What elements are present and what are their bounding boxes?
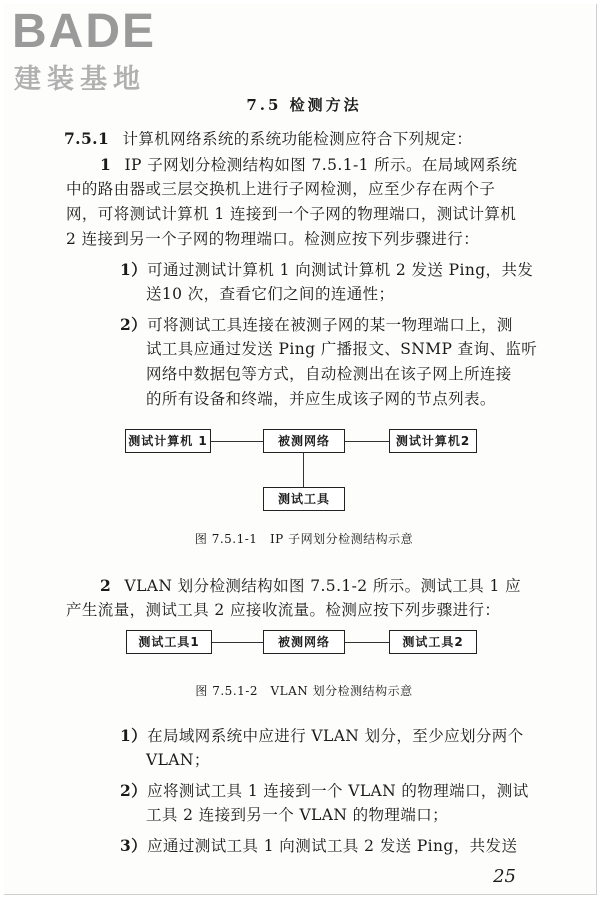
connector-line xyxy=(209,441,263,442)
item1-step2-line-1: 2）可将测试工具连接在被测子网的某一物理端口上，测 xyxy=(120,315,513,334)
item2-line-2: 产生流量，测试工具 2 应接收流量。检测应按下列步骤进行： xyxy=(66,601,501,619)
clause-number: 7.5.1 xyxy=(64,129,110,148)
item1-step2-line-2: 试工具应通过发送 Ping 广播报文、SNMP 查询、监听 xyxy=(146,340,538,358)
item1-step2-line-4: 的所有设备和终端，并应生成该子网的节点列表。 xyxy=(146,390,496,408)
item1-line-1: 1 IP 子网划分检测结构如图 7.5.1-1 所示。在局域网系统 xyxy=(100,155,518,174)
node-test-computer-1: 测试计算机 1 xyxy=(125,429,211,453)
node-test-computer-2: 测试计算机2 xyxy=(389,429,477,453)
item1-step1-line-2: 送10 次，查看它们之间的连通性； xyxy=(146,285,395,303)
item2-step2-line-2: 工具 2 连接到另一个 VLAN 的物理端口； xyxy=(146,806,449,824)
connector-line xyxy=(303,453,304,487)
connector-line xyxy=(210,642,263,643)
item2-step2-line-1: 2）应将测试工具 1 连接到一个 VLAN 的物理端口，测试 xyxy=(120,781,529,800)
connector-line xyxy=(343,642,389,643)
node-test-tool-1: 测试工具1 xyxy=(126,630,212,654)
item1-line-3: 网，可将测试计算机 1 连接到一个子网的物理端口，测试计算机 xyxy=(66,205,517,223)
node-test-tool-2: 测试工具2 xyxy=(389,630,477,654)
item1-line-2: 中的路由器或三层交换机上进行子网检测，应至少存在两个子 xyxy=(66,180,496,198)
brand-subtitle: 建装基地 xyxy=(14,64,146,95)
step-label: 2） xyxy=(120,315,148,334)
item2-line-1: 2 VLAN 划分检测结构如图 7.5.1-2 所示。测试工具 1 应 xyxy=(100,576,521,595)
item1-step2-line-3: 网络中数据包等方式，自动检测出在该子网上所连接 xyxy=(146,365,512,383)
item2-step1-line-1: 1）在局域网系统中应进行 VLAN 划分，至少应划分两个 xyxy=(120,726,524,745)
item1-step1-line-1: 1）可通过测试计算机 1 向测试计算机 2 发送 Ping，共发 xyxy=(120,260,534,279)
node-test-tool: 测试工具 xyxy=(263,487,345,511)
clause-line xyxy=(64,126,472,152)
step-label: 3） xyxy=(120,836,148,855)
section-heading: 7.5 检测方法 xyxy=(246,96,362,114)
item1-number: 1 xyxy=(100,155,112,174)
figure1-caption: 图 7.5.1-1 IP 子网划分检测结构示意 xyxy=(194,532,414,546)
item2-number: 2 xyxy=(100,576,112,595)
document-page xyxy=(4,4,597,895)
connector-line xyxy=(343,441,389,442)
item2-step3-line-1: 3）应通过测试工具 1 向测试工具 2 发送 Ping，共发送 xyxy=(120,836,518,855)
page-number: 25 xyxy=(493,866,516,887)
step-label: 1） xyxy=(120,260,148,279)
step-label: 1） xyxy=(120,726,148,745)
node-network-under-test: 被测网络 xyxy=(263,630,345,654)
item2-step1-line-2: VLAN； xyxy=(146,751,210,769)
brand-logo: BADE xyxy=(12,5,157,58)
node-network-under-test: 被测网络 xyxy=(263,429,345,453)
item1-line-4: 2 连接到另一个子网的物理端口。检测应按下列步骤进行： xyxy=(66,230,480,248)
figure2-caption: 图 7.5.1-2 VLAN 划分检测结构示意 xyxy=(195,684,413,698)
clause-text: 计算机网络系统的系统功能检测应符合下列规定： xyxy=(122,130,473,148)
step-label: 2） xyxy=(120,781,148,800)
